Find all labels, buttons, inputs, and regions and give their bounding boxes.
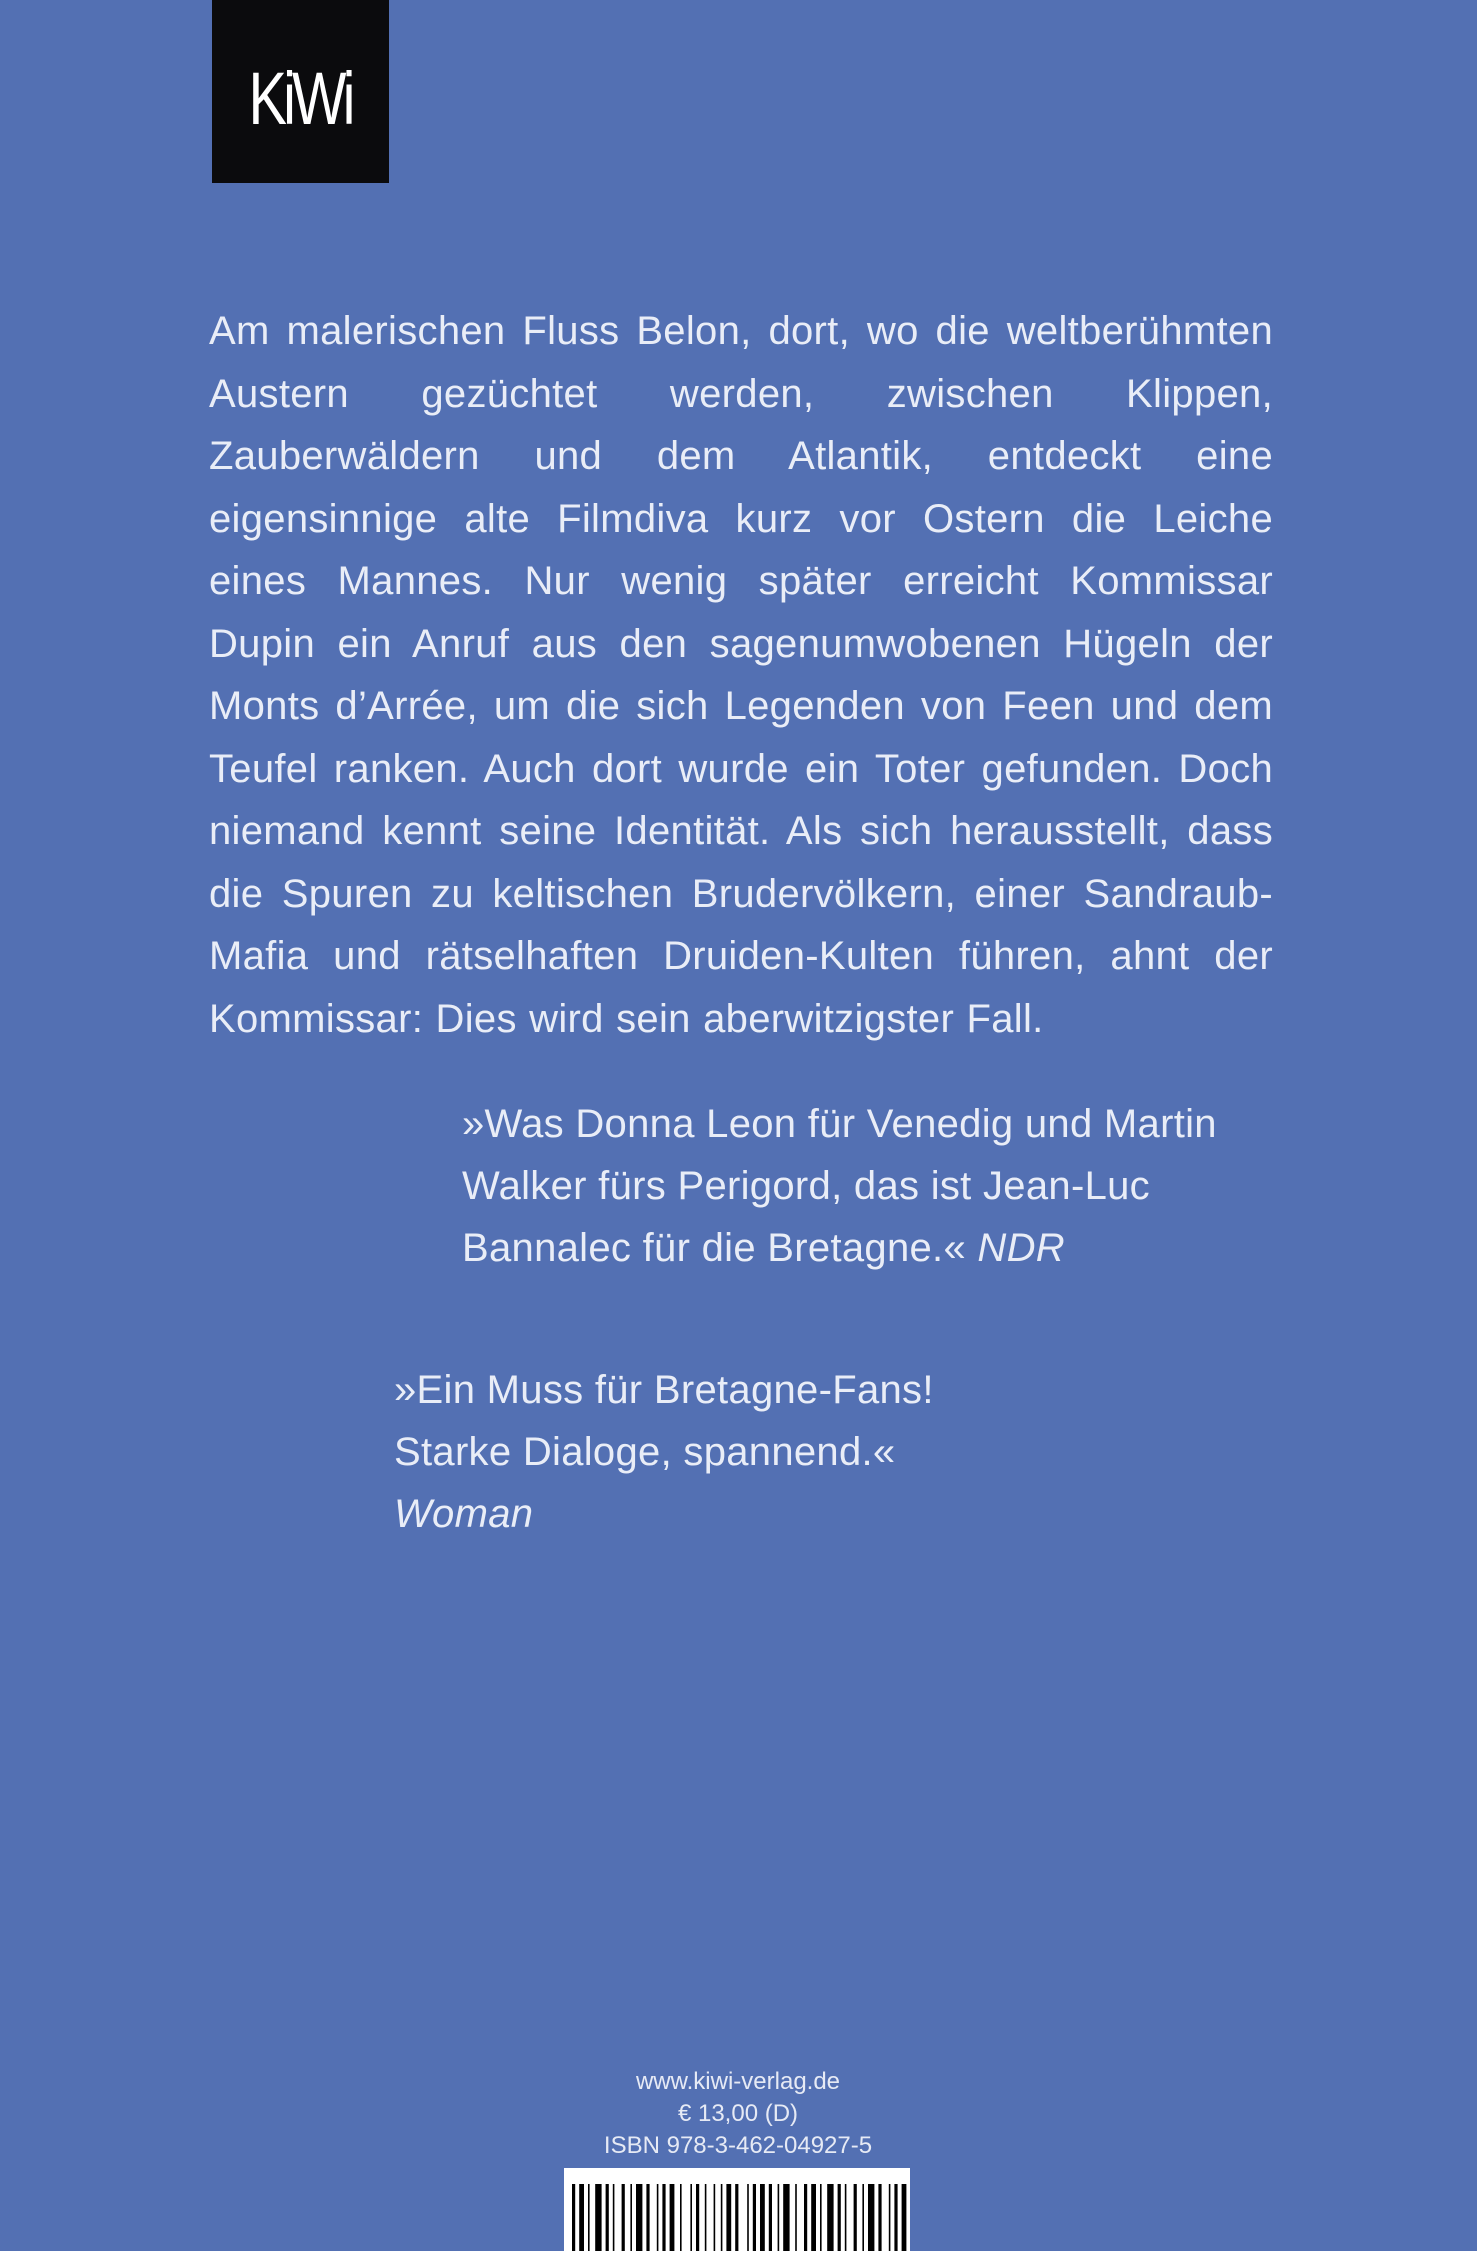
imprint-block: [538, 2066, 938, 2162]
barcode-bar: [760, 2184, 765, 2251]
barcode-bar: [714, 2184, 716, 2251]
barcode-bar: [811, 2184, 816, 2251]
barcode: [564, 2168, 910, 2251]
barcode-bar: [747, 2184, 749, 2251]
barcode-graphic: [564, 2168, 910, 2251]
barcode-bar: [595, 2184, 601, 2251]
kiwi-logo: [212, 0, 389, 183]
barcode-bar: [646, 2184, 649, 2251]
review-quote-ndr: [462, 1093, 1282, 1279]
barcode-bar: [721, 2184, 723, 2251]
barcode-bar: [588, 2184, 590, 2251]
barcode-bar: [753, 2184, 756, 2251]
review-quote-ndr-text: »Was Donna Leon für Venedig und Martin Walker fürs Perigord, das ist Jean-Luc Bannalec für die Bretagne.«: [462, 1102, 1217, 1270]
barcode-bar: [572, 2184, 575, 2251]
barcode-bar: [606, 2184, 609, 2251]
barcode-bar: [630, 2184, 632, 2251]
barcode-bar: [696, 2184, 699, 2251]
barcode-bar: [862, 2184, 864, 2251]
publisher-website: www.kiwi-verlag.de: [635, 2068, 841, 2095]
barcode-bar: [878, 2184, 881, 2251]
barcode-bar: [657, 2184, 659, 2251]
review-quote-woman: [394, 1359, 994, 1545]
barcode-bar: [894, 2184, 897, 2251]
barcode-bar: [690, 2184, 692, 2251]
barcode-bar: [705, 2184, 707, 2251]
blurb-text: Am malerischen Fluss Belon, dort, wo die weltberühmten Austern gezüchtet werden, zwischen Klippen, Zauberwäldern und dem Atlantik, entdeckt eine eigensinnige alte Filmdiva kurz vor Ostern die Leiche eines Mannes. Nur wenig später erreicht Kommissar Dupin ein Anruf aus den sagenumwobenen Hügeln der Monts d’Arrée, um die sich Legenden von Feen und dem Teufel ranken. Auch dort wurde ein Toter gefunden. Doch niemand kennt seine Identität. Als sich herausstellt, dass die Spuren zu keltischen Brudervölkern, einer Sandraub-Mafia und rätselhaften Druiden-Kulten führen, ahnt der Kommissar: Dies wird sein aberwitzigster Fall.: [209, 309, 1273, 1041]
barcode-bar: [636, 2184, 642, 2251]
review-quote-woman-line-2: Starke Dialoge, spannend.«: [394, 1430, 896, 1474]
barcode-bar: [735, 2184, 738, 2251]
barcode-bar: [726, 2184, 731, 2251]
isbn-number: ISBN 978-3-462-04927-5: [603, 2132, 873, 2159]
barcode-bar: [820, 2184, 822, 2251]
barcode-bar: [902, 2184, 907, 2251]
barcode-bar: [680, 2184, 682, 2251]
kiwi-logo-text: KiWi: [248, 57, 353, 140]
review-source-ndr: NDR: [977, 1226, 1065, 1270]
barcode-bar: [783, 2184, 789, 2251]
review-quote-woman-line-1: »Ein Muss für Bretagne-Fans!: [394, 1368, 934, 1412]
barcode-bar: [670, 2184, 675, 2251]
barcode-bar: [854, 2184, 857, 2251]
review-source-woman: Woman: [394, 1492, 534, 1536]
book-price: € 13,00 (D): [677, 2100, 799, 2127]
barcode-bar: [613, 2184, 615, 2251]
barcode-bar: [662, 2184, 665, 2251]
barcode-bar: [622, 2184, 625, 2251]
barcode-bar: [845, 2184, 847, 2251]
barcode-bar: [795, 2184, 797, 2251]
barcode-bar: [769, 2184, 772, 2251]
barcode-bar: [778, 2184, 780, 2251]
barcode-bar: [804, 2184, 807, 2251]
barcode-bar: [579, 2184, 584, 2251]
barcode-bar: [827, 2184, 833, 2251]
barcode-bar: [838, 2184, 841, 2251]
barcode-bar: [889, 2184, 891, 2251]
barcode-bar: [868, 2184, 874, 2251]
